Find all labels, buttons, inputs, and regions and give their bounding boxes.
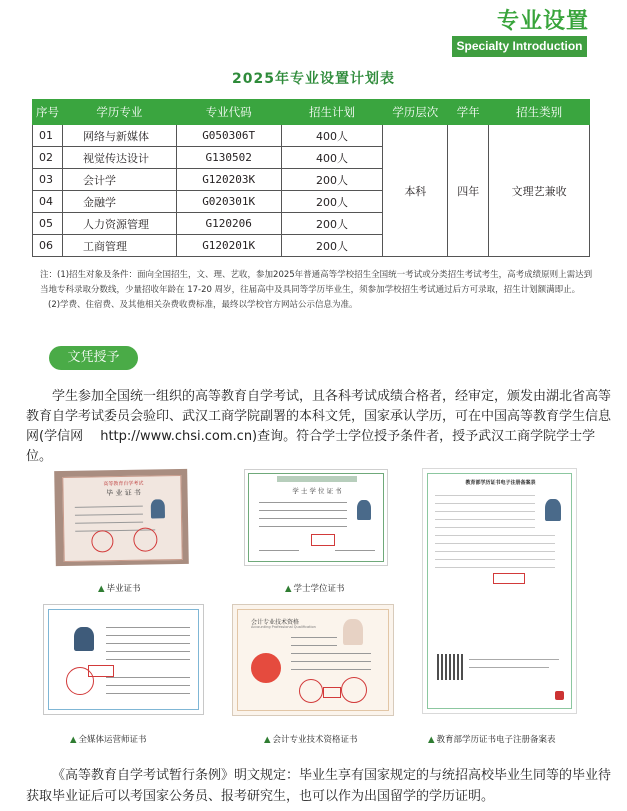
degree-cert-heading: 学 士 学 位 证 书 <box>292 487 342 495</box>
cell-plan: 200人 <box>281 235 383 257</box>
cell-plan: 200人 <box>281 169 383 191</box>
media-operator-certificate-image <box>43 604 204 715</box>
student-photo <box>545 499 561 521</box>
red-seal <box>299 679 323 703</box>
qr-code-icon <box>437 654 463 680</box>
accounting-cert-heading-en: Accounting Professional Qualification <box>251 625 316 629</box>
cell-code: G050306T <box>176 125 281 147</box>
section-pill: 文凭授予 <box>49 346 138 370</box>
page-subtitle: Specialty Introduction <box>452 36 587 57</box>
registration-form-image <box>422 468 577 714</box>
note-2: (2)学费、住宿费、及其他相关杂费收费标准，最终以学校官方网站公示信息为准。 <box>48 300 358 310</box>
cell-plan: 400人 <box>281 125 383 147</box>
red-seal <box>66 667 94 695</box>
col-header-plan: 招生计划 <box>281 100 383 125</box>
registration-form-heading: 教育部学历证书电子注册备案表 <box>465 480 536 486</box>
cell-code: G130502 <box>176 147 281 169</box>
caption-registration: ▲ 教育部学历证书电子注册备案表 <box>428 735 556 745</box>
holder-photo <box>74 627 94 651</box>
cell-level: 本科 <box>383 125 448 257</box>
holder-photo <box>343 619 363 645</box>
cell-major: 金融学 <box>62 191 176 213</box>
diploma-text: 学生参加全国统一组织的高等教育自学考试，且各科考试成绩合格者，经审定，颁发由湖北省高等教育自学考试委员会验印、武汉工商学院副署的本科文凭，国家承认学历，可在中国高等教育学生信息网(学信网 http://www.chsi.com.cn)查询。符合学士学位授予条件者，授予武汉工商学院学士学位。 <box>26 389 612 464</box>
table-notes <box>40 268 595 313</box>
cell-no: 01 <box>33 125 63 147</box>
table-row <box>33 125 590 147</box>
footer-paragraph <box>26 765 616 807</box>
cell-code: G120203K <box>176 169 281 191</box>
caption-degree: ▲ 学士学位证书 <box>285 584 345 594</box>
caption-media: ▲ 全媒体运营师证书 <box>70 735 147 745</box>
cell-plan: 400人 <box>281 147 383 169</box>
diploma-paragraph <box>26 387 612 467</box>
cell-no: 05 <box>33 213 63 235</box>
table-caption: 2025年专业设置计划表 <box>232 71 395 87</box>
graduation-certificate-image <box>54 469 189 566</box>
accounting-certificate-image <box>232 604 394 716</box>
footer-text: 《高等教育自学考试暂行条例》明文规定：毕业生享有国家规定的与统招高校毕业生同等的毕业待获取毕业证后可以考国家公务员、报考研究生，也可以作为出国留学的学历证明。 <box>26 768 612 804</box>
cell-category: 文理艺兼收 <box>489 125 590 257</box>
cell-major: 网络与新媒体 <box>62 125 176 147</box>
specialty-plan-table <box>32 99 590 257</box>
cell-no: 06 <box>33 235 63 257</box>
page-title: 专业设置 <box>496 9 589 34</box>
red-stamp <box>323 687 341 698</box>
cell-no: 03 <box>33 169 63 191</box>
student-photo <box>357 500 371 520</box>
red-seal <box>341 677 367 703</box>
note-1: 注：(1)招生对象及条件：面向全国招生，文、理、艺收，参加2025年普通高等学校招生全国统一考试或分类招生考试考生，高考成绩原则上需达到当地专科录取分数线，少量招收年龄在 17-20 周岁，往届高中及具同等学历毕业生，须参加学校招生考试通过后方可录取，招生计划额满即止。 <box>40 270 593 295</box>
logo-icon <box>555 691 564 700</box>
col-header-code: 专业代码 <box>176 100 281 125</box>
col-header-category: 招生类别 <box>489 100 590 125</box>
col-header-no: 序号 <box>33 100 63 125</box>
cell-code: G120201K <box>176 235 281 257</box>
cell-plan: 200人 <box>281 213 383 235</box>
student-photo <box>151 499 165 518</box>
cell-code: G120206 <box>176 213 281 235</box>
graduation-cert-heading: 毕 业 证 书 <box>106 488 141 498</box>
cell-major: 人力资源管理 <box>62 213 176 235</box>
graduation-cert-title: 高等教育自学考试 <box>103 480 144 488</box>
cell-years: 四年 <box>448 125 489 257</box>
cell-major: 会计学 <box>62 169 176 191</box>
red-stamp <box>493 573 525 584</box>
national-emblem-icon <box>251 653 281 683</box>
red-stamp <box>311 534 335 546</box>
caption-accounting: ▲ 会计专业技术资格证书 <box>264 735 358 745</box>
col-header-years: 学年 <box>448 100 489 125</box>
cell-no: 02 <box>33 147 63 169</box>
caption-graduation: ▲ 毕业证书 <box>98 584 141 594</box>
col-header-major: 学历专业 <box>62 100 176 125</box>
cell-no: 04 <box>33 191 63 213</box>
accounting-cert-heading: 会计专业技术资格 <box>251 619 300 626</box>
col-header-level: 学历层次 <box>383 100 448 125</box>
table-header-row <box>33 100 590 125</box>
cell-code: G020301K <box>176 191 281 213</box>
cell-major: 工商管理 <box>62 235 176 257</box>
cell-major: 视觉传达设计 <box>62 147 176 169</box>
degree-certificate-image <box>244 469 388 566</box>
cell-plan: 200人 <box>281 191 383 213</box>
